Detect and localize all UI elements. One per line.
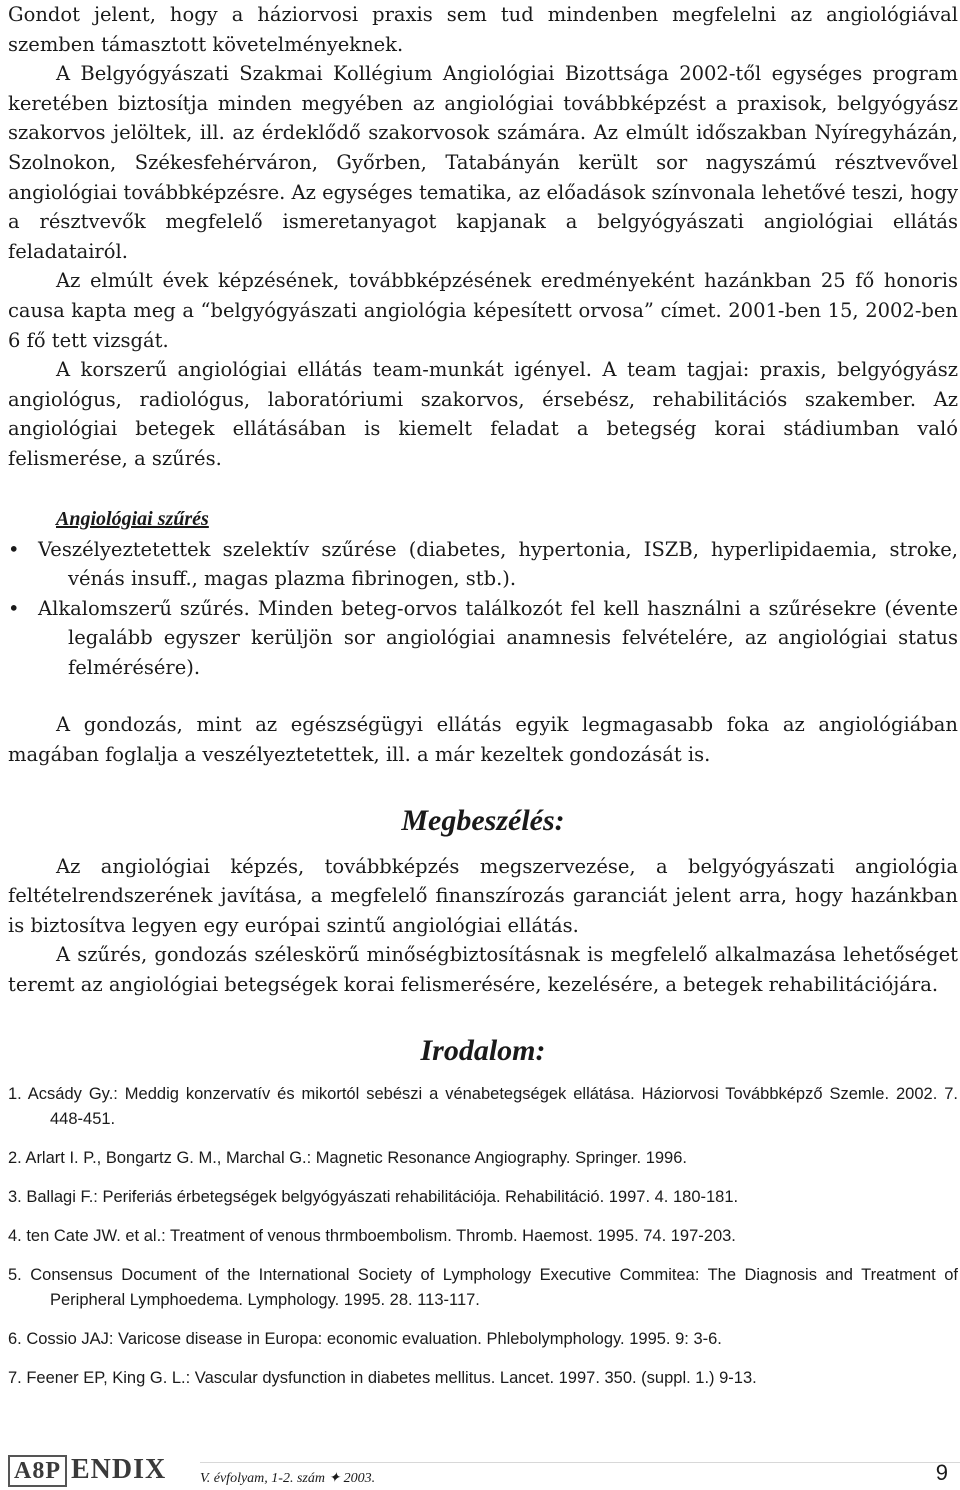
paragraph-intro: Gondot jelent, hogy a háziorvosi praxis sem tud mindenben megfelelni az angiológiával szemben támasztott követelményeknek. bbox=[8, 3, 958, 56]
issue-info: V. évfolyam, 1-2. szám ✦ 2003. bbox=[200, 1471, 376, 1486]
reference-item: 2. Arlart I. P., Bongartz G. M., Marchal G.: Magnetic Resonance Angiography. Springer. 1996. bbox=[8, 1148, 687, 1167]
reference-item: 3. Ballagi F.: Periferiás érbetegségek belgyógyászati rehabilitációja. Rehabilitáció. 1997. 4. 180-181. bbox=[8, 1187, 739, 1206]
reference-item: 1. Acsády Gy.: Meddig konzervatív és mikortól sebészi a vénabetegségek ellátása. Háziorvosi Továbbképző Szemle. 2002. 7. 448-451. bbox=[8, 1084, 958, 1128]
paragraph-training: A Belgyógyászati Szakmai Kollégium Angiológiai Bizottsága 2002-től egységes program keretében biztosítja minden megyében az angiológiai továbbképzést a praxisok, belgyógyász szakorvos jelöltek, ill. az érdeklődő szakorvosok számára. Az elmúlt időszakban Nyíregyházán, Szolnokon, Székesfehérváron, Győrben, Tatabányán került sor nagyszámú résztvevővel angiológiai továbbképzésre. Az egységes tematika, az előadások színvonala lehetővé teszi, hogy a résztvevők megfelelő ismeretanyagot kapjanak a belgyógyászati angiológiai ellátás feladatairól. bbox=[8, 62, 958, 263]
paragraph-care: A gondozás, mint az egészségügyi ellátás egyik legmagasabb foka az angiológiában magában foglalja a veszélyeztetettek, ill. a már kezeltek gondozását is. bbox=[8, 713, 958, 767]
page-number: 9 bbox=[935, 1460, 948, 1485]
bullet-icon: • bbox=[8, 596, 20, 620]
page-footer bbox=[0, 1440, 960, 1490]
paragraph-team: A korszerű angiológiai ellátás team-munkát igényel. A team tagjai: praxis, belgyógyász angiológus, radiológus, laboratóriumi szakorvos, érsebész, rehabilitációs szakember. Az angiológiai betegek ellátásában is kiemelt feladat a betegség korai stádiumban való felismerése, a szűrés. bbox=[8, 358, 958, 470]
reference-item: 7. Feener EP, King G. L.: Vascular dysfunction in diabetes mellitus. Lancet. 1997. 350. (suppl. 1.) 9-13. bbox=[8, 1368, 757, 1387]
journal-logo bbox=[8, 1454, 166, 1487]
paragraph-discussion-1: Az angiológiai képzés, továbbképzés megszervezése, a belgyógyászati angiológia feltételrendszerének javítása, a megfelelő finanszírozás garanciát jelent arra, hogy hazánkban is biztosítva legyen egy európai szintű angiológiai ellátás. bbox=[8, 854, 958, 937]
reference-item: 5. Consensus Document of the International Society of Lymphology Executive Commitea: The Diagnosis and Treatment of Peripheral Lymphoedema. Lymphology. 1995. 28. 113-117. bbox=[8, 1265, 958, 1309]
bullet-icon: • bbox=[8, 537, 20, 561]
screening-list bbox=[8, 535, 958, 683]
screening-item bbox=[8, 594, 958, 683]
reference-item: 6. Cossio JAJ: Varicose disease in Europa: economic evaluation. Phlebolymphology. 1995. 9: 3-6. bbox=[8, 1329, 722, 1348]
reference-item: 4. ten Cate JW. et al.: Treatment of venous thrmboembolism. Thromb. Haemost. 1995. 74. 197-203. bbox=[8, 1226, 736, 1245]
logo-text: ENDIX bbox=[71, 1454, 167, 1485]
article-page bbox=[8, 0, 958, 1405]
screening-item-text: Alkalomszerű szűrés. Minden beteg-orvos találkozót fel kell használni a szűrésekre (évente legalább egyszer kerüljön sor angiológiai anamnesis felvételére, az angiológiai status felmérésére). bbox=[38, 596, 958, 679]
logo-mark: A8P bbox=[8, 1455, 67, 1487]
screening-item bbox=[8, 535, 958, 594]
references-heading: Irodalom: bbox=[420, 1033, 546, 1067]
screening-heading: Angiológiai szűrés bbox=[56, 507, 209, 530]
footer-divider bbox=[200, 1462, 960, 1463]
paragraph-discussion-2: A szűrés, gondozás széleskörű minőségbiztosításnak is megfelelő alkalmazása lehetőséget teremt az angiológiai betegségek korai felismerésére, kezelésére, a betegek rehabilitációjára. bbox=[8, 943, 958, 997]
discussion-heading: Megbeszélés: bbox=[401, 803, 565, 837]
screening-item-text: Veszélyeztetettek szelektív szűrése (diabetes, hypertonia, ISZB, hyperlipidaemia, stroke, vénás insuff., magas plazma fibrinogen, stb.). bbox=[38, 537, 958, 591]
paragraph-results: Az elmúlt évek képzésének, továbbképzésének eredményeként hazánkban 25 fő honoris causa kapta meg a “belgyógyászati angiológia képesített orvosa” címet. 2001-ben 15, 2002-ben 6 fő tett vizsgát. bbox=[8, 269, 958, 352]
references-list bbox=[8, 1082, 958, 1391]
